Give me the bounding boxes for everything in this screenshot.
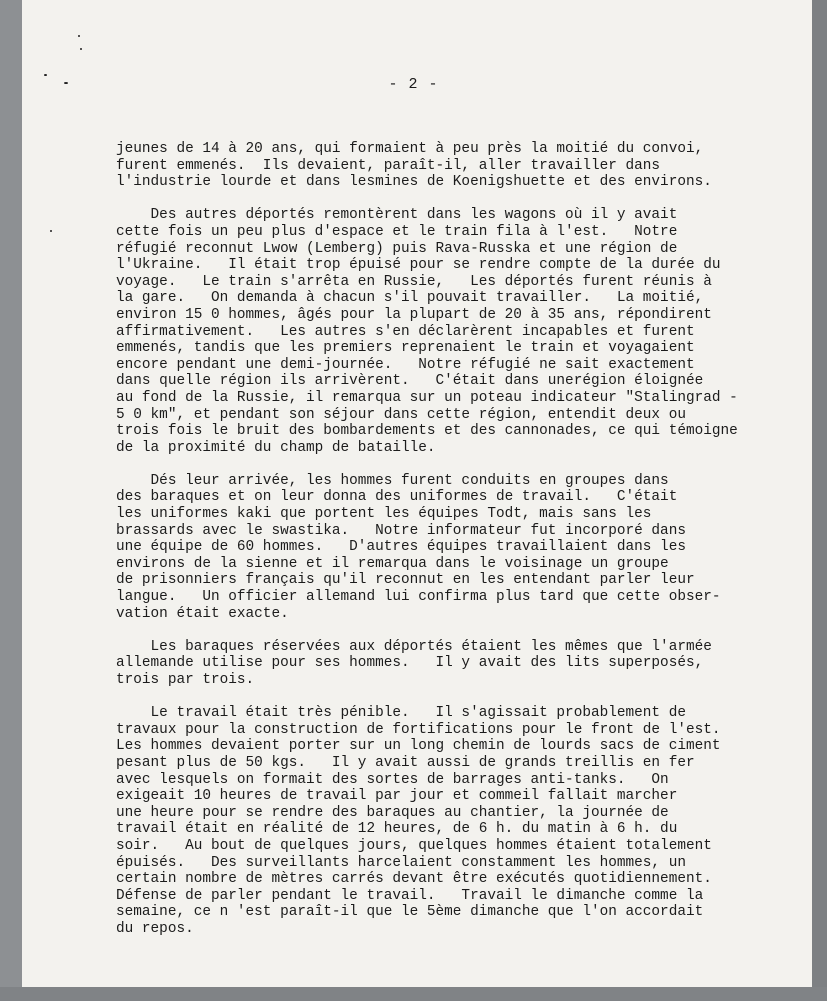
text-line: pesant plus de 50 kgs. Il y avait aussi de grands treillis en fer bbox=[116, 754, 695, 771]
page-number: - 2 - bbox=[388, 76, 439, 93]
text-line: semaine, ce n 'est paraît-il que le 5ème dimanche que l'on accordait bbox=[116, 904, 704, 921]
text-line: 5 0 km", et pendant son séjour dans cette région, entendit deux ou bbox=[116, 406, 686, 423]
text-line: de la proximité du champ de bataille. bbox=[116, 439, 436, 456]
text-line: Défense de parler pendant le travail. Travail le dimanche comme la bbox=[116, 887, 704, 904]
text-line: soir. Au bout de quelques jours, quelques hommes étaient totalement bbox=[116, 837, 712, 854]
text-line: Les baraques réservées aux déportés étaient les mêmes que l'armée bbox=[116, 638, 712, 655]
text-line: du repos. bbox=[116, 920, 194, 937]
text-line: les uniformes kaki que portent les équipes Todt, mais sans les bbox=[116, 506, 652, 523]
text-line: travaux pour la construction de fortifications pour le front de l'est. bbox=[116, 721, 721, 738]
text-line: vation était exacte. bbox=[116, 605, 289, 622]
text-line: environ 15 0 hommes, âgés pour la plupart de 20 à 35 ans, répondirent bbox=[116, 306, 712, 323]
text-line: Des autres déportés remontèrent dans les wagons où il y avait bbox=[116, 207, 678, 224]
margin-speck bbox=[80, 48, 82, 50]
text-line: dans quelle région ils arrivèrent. C'était dans unerégion éloignée bbox=[116, 373, 704, 390]
text-line: furent emmenés. Ils devaient, paraît-il, aller travailler dans bbox=[116, 157, 661, 174]
text-line: encore pendant une demi-journée. Notre réfugié ne sait exactement bbox=[116, 356, 695, 373]
margin-speck bbox=[78, 35, 80, 37]
text-line: de prisonniers français qu'il reconnut en les entendant parler leur bbox=[116, 572, 695, 589]
scan-right-edge bbox=[812, 0, 827, 1001]
text-line: langue. Un officier allemand lui confirma plus tard que cette obser- bbox=[116, 589, 721, 606]
text-line: la gare. On demanda à chacun s'il pouvait travailler. La moitié, bbox=[116, 290, 704, 307]
text-line: avec lesquels on formait des sortes de barrages anti-tanks. On bbox=[116, 771, 669, 788]
text-line: réfugié reconnut Lwow (Lemberg) puis Rava-Russka et une région de bbox=[116, 240, 678, 257]
paragraph-5 bbox=[116, 705, 756, 937]
text-line: environs de la sienne et il remarqua dans le voisinage un groupe bbox=[116, 555, 669, 572]
text-line: exigeait 10 heures de travail par jour et commeil fallait marcher bbox=[116, 788, 678, 805]
text-line: travail était en réalité de 12 heures, de 6 h. du matin à 6 h. du bbox=[116, 821, 678, 838]
text-line: trois fois le bruit des bombardements et des cannonades, ce qui témoigne bbox=[116, 423, 738, 440]
paragraph-4 bbox=[116, 639, 756, 689]
paragraph-2 bbox=[116, 207, 756, 456]
text-line: Les hommes devaient porter sur un long chemin de lourds sacs de ciment bbox=[116, 738, 721, 755]
text-line: épuisés. Des surveillants harcelaient constamment les hommes, un bbox=[116, 854, 686, 871]
text-line: affirmativement. Les autres s'en déclarèrent incapables et furent bbox=[116, 323, 695, 340]
document-body bbox=[116, 141, 756, 954]
text-line: voyage. Le train s'arrêta en Russie, Les déportés furent réunis à bbox=[116, 273, 712, 290]
text-line: emmenés, tandis que les premiers reprenaient le train et voyagaient bbox=[116, 340, 695, 357]
text-line: l'Ukraine. Il était trop épuisé pour se rendre compte de la durée du bbox=[116, 257, 721, 274]
scan-bottom-edge bbox=[0, 987, 827, 1001]
text-line: brassards avec le swastika. Notre informateur fut incorporé dans bbox=[116, 522, 686, 539]
text-line: l'industrie lourde et dans lesmines de Koenigshuette et des environs. bbox=[116, 174, 712, 191]
text-line: allemande utilise pour ses hommes. Il y avait des lits superposés, bbox=[116, 655, 704, 672]
text-line: une heure pour se rendre des baraques au chantier, la journée de bbox=[116, 804, 669, 821]
margin-speck bbox=[50, 230, 52, 232]
text-line: jeunes de 14 à 20 ans, qui formaient à peu près la moitié du convoi, bbox=[116, 141, 704, 157]
text-line: Dés leur arrivée, les hommes furent conduits en groupes dans bbox=[116, 472, 669, 489]
text-line: une équipe de 60 hommes. D'autres équipes travaillaient dans les bbox=[116, 539, 686, 556]
paragraph-1 bbox=[116, 141, 756, 191]
text-line: au fond de la Russie, il remarqua sur un poteau indicateur "Stalingrad - bbox=[116, 389, 738, 406]
text-line: Le travail était très pénible. Il s'agissait probablement de bbox=[116, 705, 686, 722]
text-line: des baraques et on leur donna des uniformes de travail. C'était bbox=[116, 489, 678, 506]
text-line: trois par trois. bbox=[116, 672, 255, 688]
text-line: certain nombre de mètres carrés devant être exécutés quotidiennement. bbox=[116, 871, 712, 888]
paragraph-3 bbox=[116, 473, 756, 622]
text-line: cette fois un peu plus d'espace et le train fila à l'est. Notre bbox=[116, 223, 678, 240]
